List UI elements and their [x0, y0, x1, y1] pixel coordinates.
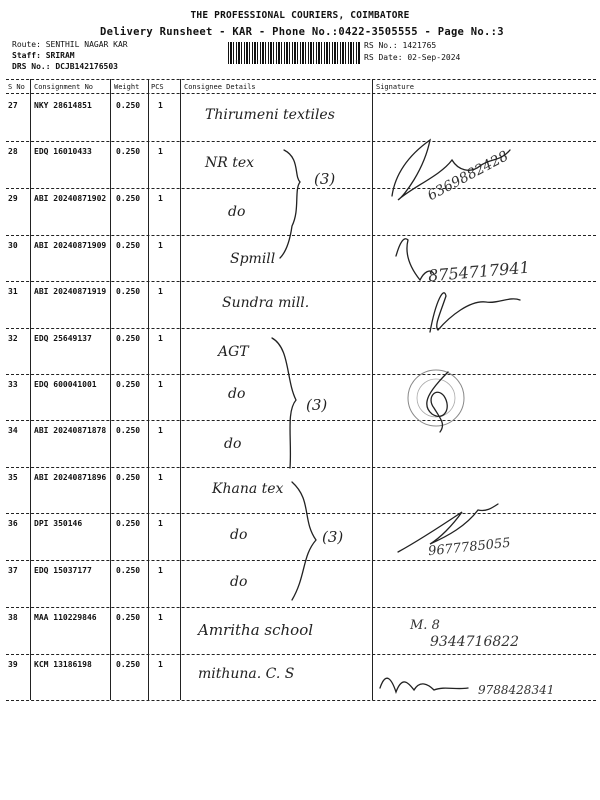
- row-consignment-number: ABI 20240871878: [34, 426, 107, 435]
- row-pcs: 1: [158, 426, 163, 435]
- row-weight: 0.250: [116, 613, 141, 622]
- row-divider: [6, 235, 596, 236]
- brace-mark: [292, 482, 316, 600]
- row-consignee-details: NR tex: [205, 155, 255, 171]
- row-serial-number: 30: [8, 241, 18, 250]
- row-consignment-number: EDQ 16010433: [34, 147, 92, 156]
- row-divider: [6, 607, 596, 608]
- row-serial-number: 32: [8, 334, 18, 343]
- row-serial-number: 39: [8, 660, 18, 669]
- row-consignment-number: EDQ 25649137: [34, 334, 92, 343]
- row-serial-number: 28: [8, 147, 18, 156]
- row-serial-number: 36: [8, 519, 18, 528]
- row-weight: 0.250: [116, 287, 141, 296]
- signature-phone-row30: 8754717941: [427, 257, 531, 286]
- row-pcs: 1: [158, 613, 163, 622]
- row-divider: [6, 513, 596, 514]
- row-weight: 0.250: [116, 473, 141, 482]
- signature-phone-row38: 9344716822: [430, 634, 520, 650]
- stamp-ring: [408, 370, 464, 426]
- row-serial-number: 27: [8, 101, 18, 110]
- staff-label: Staff: SRIRAM: [12, 51, 75, 60]
- row-serial-number: 37: [8, 566, 18, 575]
- row-divider: [6, 560, 596, 561]
- row-divider: [6, 420, 596, 421]
- row-weight: 0.250: [116, 147, 141, 156]
- row-divider: [6, 281, 596, 282]
- column-divider: [148, 79, 149, 700]
- row-pcs: 1: [158, 101, 163, 110]
- row-divider: [6, 700, 596, 701]
- row-consignee-details: Amritha school: [198, 621, 314, 639]
- col-header-consignee: Consignee Details: [184, 83, 256, 91]
- barcode: [228, 42, 361, 64]
- row-weight: 0.250: [116, 241, 141, 250]
- row-consignment-number: KCM 13186198: [34, 660, 92, 669]
- group-note-first: (3): [314, 170, 336, 188]
- row-pcs: 1: [158, 241, 163, 250]
- row-serial-number: 29: [8, 194, 18, 203]
- row-consignee-details: do: [228, 386, 246, 402]
- row-divider: [6, 79, 596, 80]
- row-weight: 0.250: [116, 426, 141, 435]
- sheet-title: THE PROFESSIONAL COURIERS, COIMBATORE: [190, 10, 410, 21]
- row-divider: [6, 467, 596, 468]
- row-weight: 0.250: [116, 566, 141, 575]
- col-header-weight: Weight: [114, 83, 140, 91]
- row-divider: [6, 93, 596, 94]
- row-consignment-number: NKY 28614851: [34, 101, 92, 110]
- row-weight: 0.250: [116, 334, 141, 343]
- column-divider: [30, 79, 31, 700]
- column-divider: [180, 79, 181, 700]
- row-consignee-details: AGT: [218, 344, 249, 360]
- row-consignment-number: ABI 20240871909: [34, 241, 107, 250]
- row-consignee-details: do: [230, 574, 248, 590]
- row-weight: 0.250: [116, 101, 141, 110]
- row-serial-number: 33: [8, 380, 18, 389]
- row-weight: 0.250: [116, 519, 141, 528]
- brace-mark: [280, 150, 300, 258]
- row-consignment-number: DPI 350146: [34, 519, 83, 528]
- row-pcs: 1: [158, 519, 163, 528]
- row-pcs: 1: [158, 660, 163, 669]
- signature-scribble: [380, 678, 468, 692]
- row-consignment-number: ABI 20240871902: [34, 194, 107, 203]
- row-serial-number: 35: [8, 473, 18, 482]
- row-consignment-number: EDQ 600041001: [34, 380, 97, 389]
- row-consignment-number: ABI 20240871919: [34, 287, 107, 296]
- row-consignee-details: Thirumeni textiles: [205, 107, 335, 123]
- row-weight: 0.250: [116, 380, 141, 389]
- row-pcs: 1: [158, 287, 163, 296]
- signature-scribble: [430, 293, 520, 332]
- row-pcs: 1: [158, 473, 163, 482]
- row-serial-number: 34: [8, 426, 18, 435]
- row-pcs: 1: [158, 147, 163, 156]
- row-consignee-details: Khana tex: [212, 481, 284, 497]
- row-weight: 0.250: [116, 194, 141, 203]
- row-divider: [6, 141, 596, 142]
- row-weight: 0.250: [116, 660, 141, 669]
- col-header-sno: S No: [8, 83, 25, 91]
- signature-scribble: [427, 372, 448, 432]
- row-consignee-details: do: [228, 204, 246, 220]
- row-divider: [6, 654, 596, 655]
- rs-number: RS No.: 1421765: [364, 41, 437, 50]
- row-consignee-details: Sundra mill.: [222, 295, 310, 311]
- row-consignment-number: ABI 20240871896: [34, 473, 107, 482]
- row-serial-number: 31: [8, 287, 18, 296]
- row-pcs: 1: [158, 566, 163, 575]
- col-header-consignment: Consignment No: [34, 83, 94, 91]
- signature-name-row38: M. 8: [410, 618, 440, 633]
- brace-mark: [272, 338, 296, 468]
- row-divider: [6, 188, 596, 189]
- row-pcs: 1: [158, 380, 163, 389]
- row-consignee-details: do: [230, 527, 248, 543]
- row-pcs: 1: [158, 334, 163, 343]
- drs-number: DRS No.: DCJB142176503: [12, 62, 118, 71]
- signature-phone-row36: 9677785055: [427, 535, 512, 560]
- row-pcs: 1: [158, 194, 163, 203]
- row-divider: [6, 374, 596, 375]
- rs-date: RS Date: 02-Sep-2024: [364, 53, 461, 62]
- group-note-second: (3): [306, 396, 328, 414]
- col-header-pcs: PCS: [151, 83, 164, 91]
- row-consignee-details: do: [224, 436, 242, 452]
- row-consignment-number: MAA 110229846: [34, 613, 97, 622]
- row-consignee-details: Spmill: [230, 251, 276, 267]
- group-note-third: (3): [322, 528, 344, 546]
- stamp-ring: [417, 379, 455, 417]
- sheet-subtitle: Delivery Runsheet - KAR - Phone No.:0422-3505555 - Page No.:3: [100, 26, 504, 38]
- row-consignment-number: EDQ 15037177: [34, 566, 92, 575]
- signature-phone-row39: 9788428341: [478, 683, 555, 697]
- row-consignee-details: mithuna. C. S: [198, 666, 295, 682]
- column-divider: [372, 79, 373, 700]
- row-serial-number: 38: [8, 613, 18, 622]
- signature-phone-row28: 6369882428: [425, 148, 512, 205]
- route-label: Route: SENTHIL NAGAR KAR: [12, 40, 128, 49]
- col-header-signature: Signature: [376, 83, 414, 91]
- row-divider: [6, 328, 596, 329]
- column-divider: [110, 79, 111, 700]
